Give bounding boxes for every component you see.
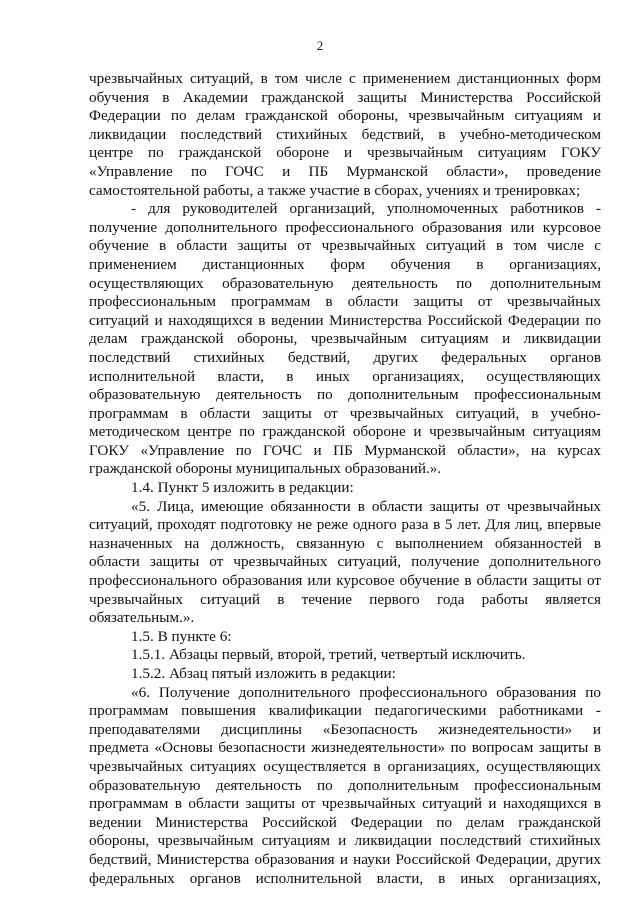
text-line: самостоятельной работы, а также участие в сборах, учениях и тренировках; — [89, 181, 581, 199]
text-line: «Управление по ГОЧС и ПБ Мурманской области», проведение — [89, 162, 601, 180]
text-line: чрезвычайных ситуациях осуществляется в организациях, осуществляющих — [89, 757, 601, 775]
text-line: ситуаций, проходят подготовку не реже одного раза в 5 лет. Для лиц, впервые — [89, 516, 601, 534]
text-line: чрезвычайных ситуаций в течение первого года работы является — [89, 590, 601, 608]
text-line: методическом центре по гражданской обороне и чрезвычайным ситуациям — [89, 423, 601, 441]
text-line: федеральных органов исполнительной власти, в иных организациях, — [89, 869, 601, 887]
text-line: делам гражданской обороны, чрезвычайным ситуациям и ликвидации — [89, 330, 601, 348]
text-line: 1.5. В пункте 6: — [131, 627, 232, 645]
text-line: обороны, чрезвычайным ситуациям и ликвидации последствий стихийных — [89, 832, 601, 850]
text-line: Федерации по делам гражданской обороны, чрезвычайным ситуациям и — [89, 107, 601, 125]
text-line: обучения в Академии гражданской защиты Министерства Российской — [89, 88, 601, 106]
text-line: образовательную деятельность по дополнительным профессиональным — [89, 386, 601, 404]
text-line: получение дополнительного профессионального образования или курсовое — [89, 218, 601, 236]
text-line: «5. Лица, имеющие обязанности в области защиты от чрезвычайных — [131, 497, 601, 515]
text-line: «6. Получение дополнительного профессионального образования по — [131, 683, 601, 701]
text-line: ГОКУ «Управление по ГОЧС и ПБ Мурманской области», на курсах — [89, 441, 601, 459]
text-line: профессиональным программам в области защиты от чрезвычайных — [89, 293, 601, 311]
text-line: 1.5.2. Абзац пятый изложить в редакции: — [131, 665, 396, 682]
text-line: применением дистанционных форм обучения в организациях, — [89, 255, 601, 273]
text-line: образовательную деятельность по дополнительным профессиональным — [89, 776, 601, 794]
text-line: профессионального образования или курсовое обучение в области защиты от — [89, 572, 601, 590]
text-line: 1.4. Пункт 5 изложить в редакции: — [131, 479, 354, 497]
text-line: ситуаций и находящихся в ведении Министерства Российской Федерации по — [89, 311, 601, 329]
text-line: ликвидации последствий стихийных бедствий, в учебно-методическом — [89, 125, 601, 143]
text-line: последствий стихийных бедствий, других федеральных органов — [89, 348, 601, 366]
text-line: обучение в области защиты от чрезвычайных ситуаций в том числе с — [89, 237, 601, 255]
document-body — [89, 70, 601, 888]
text-line: программам повышения квалификации педагогическими работниками - — [89, 702, 601, 720]
text-line: программам в области защиты от чрезвычайных ситуаций, в учебно- — [89, 404, 601, 422]
page-number: 2 — [316, 38, 324, 53]
text-line: осуществляющих образовательную деятельность по дополнительным — [89, 274, 601, 292]
text-line: чрезвычайных ситуаций, в том числе с применением дистанционных форм — [89, 70, 601, 87]
text-line: обязательным.». — [89, 609, 195, 627]
text-line: бедствий, Министерства образования и науки Российской Федерации, других — [89, 850, 601, 868]
text-line: 1.5.1. Абзацы первый, второй, третий, четвертый исключить. — [131, 646, 526, 664]
text-line: центре по гражданской обороне и чрезвычайным ситуациям ГОКУ — [89, 144, 601, 162]
text-line: исполнительной власти, в иных организациях, осуществляющих — [89, 367, 601, 385]
text-line: программам в области защиты от чрезвычайных ситуаций и находящихся в — [89, 795, 601, 813]
text-line: ведении Министерства Российской Федерации по делам гражданской — [89, 813, 601, 831]
text-line: предмета «Основы безопасности жизнедеятельности» по вопросам защиты в — [89, 739, 601, 757]
text-line: гражданской обороны муниципальных образований.». — [89, 460, 442, 478]
text-line: - для руководителей организаций, уполномоченных работников - — [131, 200, 601, 218]
text-line: преподавателями дисциплины «Безопасность жизнедеятельности» и — [89, 720, 601, 738]
text-line: назначенных на должность, связанную с выполнением обязанностей в — [89, 534, 601, 552]
text-line: области защиты от чрезвычайных ситуаций, получение дополнительного — [89, 553, 601, 571]
